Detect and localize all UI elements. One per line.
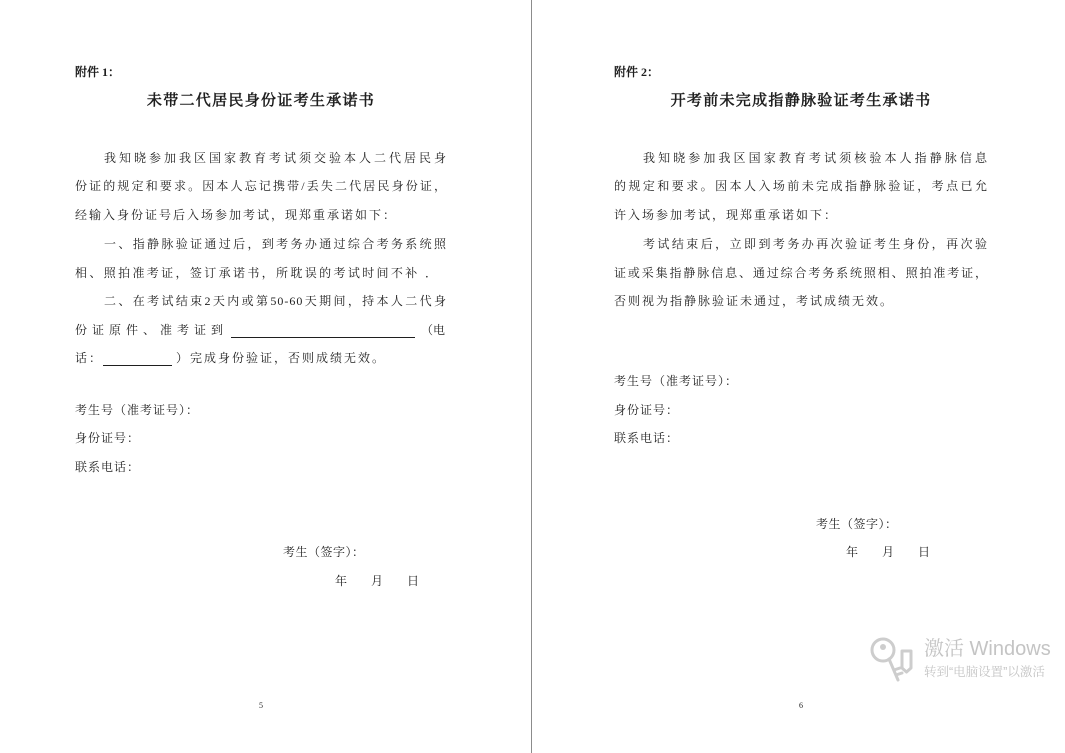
date-line: 年 月 日	[335, 574, 421, 588]
field-exam-number: 考生号（准考证号）：	[75, 403, 200, 417]
exam-office-blank	[231, 324, 415, 338]
phone-line	[75, 350, 386, 366]
body-line: 二、在考试结束2天内或第50-60天期间，持本人二代身	[104, 294, 447, 308]
body-line: 经输入身份证号后入场参加考试，现郑重承诺如下：	[75, 208, 398, 222]
attachment-label: 附件 1：	[75, 65, 121, 79]
body-line: 考试结束后，立即到考务办再次验证考生身份，再次验	[643, 237, 988, 251]
page-number: 6	[799, 701, 803, 710]
phone-line-lead: 话：	[75, 351, 104, 365]
body-line: 相、照拍准考证，签订承诺书，所耽误的考试时间不补 ．	[75, 266, 438, 280]
phone-blank	[103, 352, 172, 366]
page-title: 开考前未完成指静脉验证考生承诺书	[670, 93, 932, 109]
document-page-left	[0, 0, 531, 753]
body-line: 证或采集指静脉信息、通过综合考务系统照相、照拍准考证，	[614, 266, 988, 280]
field-id-number: 身份证号：	[614, 403, 680, 417]
page-number: 5	[259, 701, 263, 710]
field-id-number: 身份证号：	[75, 431, 141, 445]
field-phone: 联系电话：	[614, 431, 680, 445]
attachment-label: 附件 2：	[614, 65, 660, 79]
date-line: 年 月 日	[846, 545, 932, 559]
field-exam-number: 考生号（准考证号）：	[614, 374, 739, 388]
activation-subtitle: 转到“电脑设置”以激活	[924, 665, 1045, 679]
activation-title: 激活 Windows	[924, 638, 1051, 660]
phone-line-tail: ）完成身份验证，否则成绩无效。	[176, 351, 387, 365]
signature-label: 考生（签字）：	[283, 545, 365, 559]
exam-office-line-tail: （电	[421, 323, 446, 337]
exam-office-line-lead: 份证原件、准考证到	[75, 323, 229, 337]
signature-label: 考生（签字）：	[816, 517, 898, 531]
body-line: 许入场参加考试，现郑重承诺如下：	[614, 208, 839, 222]
body-line: 我知晓参加我区国家教育考试须核验本人指静脉信息	[643, 151, 988, 165]
body-line: 否则视为指静脉验证未通过，考试成绩无效。	[614, 294, 895, 308]
body-line: 我知晓参加我区国家教育考试须交验本人二代居民身	[104, 151, 447, 165]
key-icon	[868, 635, 916, 683]
body-line: 份证的规定和要求。因本人忘记携带/丢失二代居民身份证，	[75, 179, 447, 193]
field-phone: 联系电话：	[75, 460, 141, 474]
page-title: 未带二代居民身份证考生承诺书	[146, 93, 376, 109]
body-line: 一、指静脉验证通过后，到考务办通过综合考务系统照	[104, 237, 447, 251]
windows-activation-watermark	[866, 632, 1065, 686]
exam-office-line	[75, 322, 445, 338]
body-line: 的规定和要求。因本人入场前未完成指静脉验证，考点已允	[614, 179, 988, 193]
